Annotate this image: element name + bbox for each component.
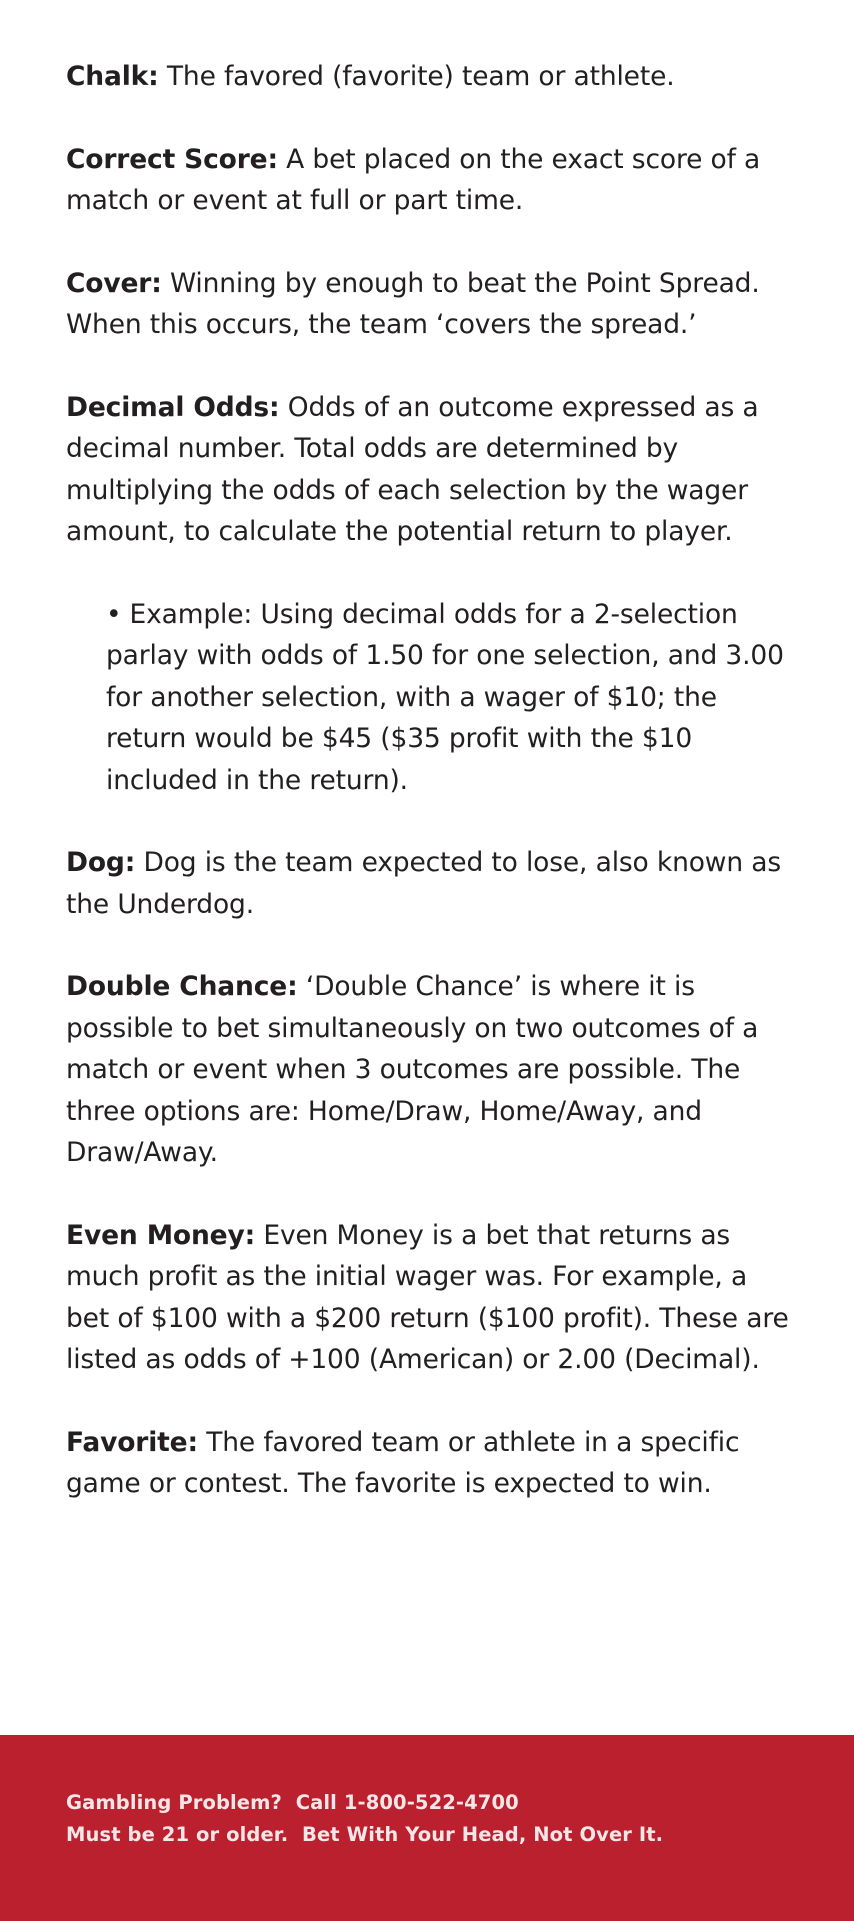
responsible-gambling-footer [0, 1735, 854, 1921]
glossary-entry-chalk [66, 56, 798, 98]
gambling-helpline: Gambling Problem? Call 1-800-522-4700 [66, 1791, 519, 1814]
term-favorite: Favorite: [66, 1426, 198, 1458]
definition-double-chance: ‘Double Chance’ is where it is possible to bet simultaneously on two outcomes of a match or event when 3 outcomes are possible. The three options are: Home/Draw, Home/Away, and Draw/Away. [66, 971, 759, 1168]
bullet-icon: • [106, 598, 122, 630]
definition-even-money: Even Money is a bet that returns as much profit as the initial wager was. For example, a bet of $100 with a $200 return ($100 profit). These are listed as odds of +100 (American) or 2.00 (Decimal). [66, 1219, 789, 1375]
definition-correct-score: A bet placed on the exact score of a match or event at full or part time. [66, 143, 761, 216]
decimal-odds-example [106, 594, 798, 802]
term-double-chance: Double Chance: [66, 971, 298, 1002]
footer-text [66, 1787, 663, 1851]
term-cover: Cover: [66, 267, 162, 299]
term-dog: Dog: [66, 847, 136, 878]
example-text: Example: Using decimal odds for a 2-selection parlay with odds of 1.50 for one selection, and 3.00 for another selection, with a wager of $10; the return would be $45 ($35 profit with the $10 included in the return). [106, 598, 784, 796]
definition-cover: Winning by enough to beat the Point Spread. When this occurs, the team ‘covers the spread.’ [66, 267, 760, 340]
glossary-entry-correct-score [66, 139, 798, 222]
glossary-entry-favorite [66, 1422, 798, 1505]
glossary-entry-cover [66, 263, 798, 346]
glossary-entry-dog [66, 842, 798, 925]
definition-favorite: The favored team or athlete in a specific game or contest. The favorite is expected to win. [66, 1426, 740, 1499]
definition-chalk: The favored (favorite) team or athlete. [158, 61, 675, 92]
term-even-money: Even Money: [66, 1219, 256, 1251]
glossary-entry-double-chance [66, 966, 798, 1174]
age-disclaimer: Must be 21 or older. Bet With Your Head, Not Over It. [66, 1823, 664, 1846]
glossary-entry-even-money [66, 1215, 798, 1381]
glossary-content [66, 56, 798, 1546]
term-correct-score: Correct Score: [66, 143, 278, 175]
glossary-entry-decimal-odds [66, 387, 798, 553]
term-decimal-odds: Decimal Odds: [66, 391, 280, 423]
definition-decimal-odds: Odds of an outcome expressed as a decimal number. Total odds are determined by multiplying the odds of each selection by the wager amount, to calculate the potential return to player. [66, 391, 759, 547]
definition-dog: Dog is the team expected to lose, also known as the Underdog. [66, 847, 781, 920]
term-chalk: Chalk: [66, 61, 159, 92]
